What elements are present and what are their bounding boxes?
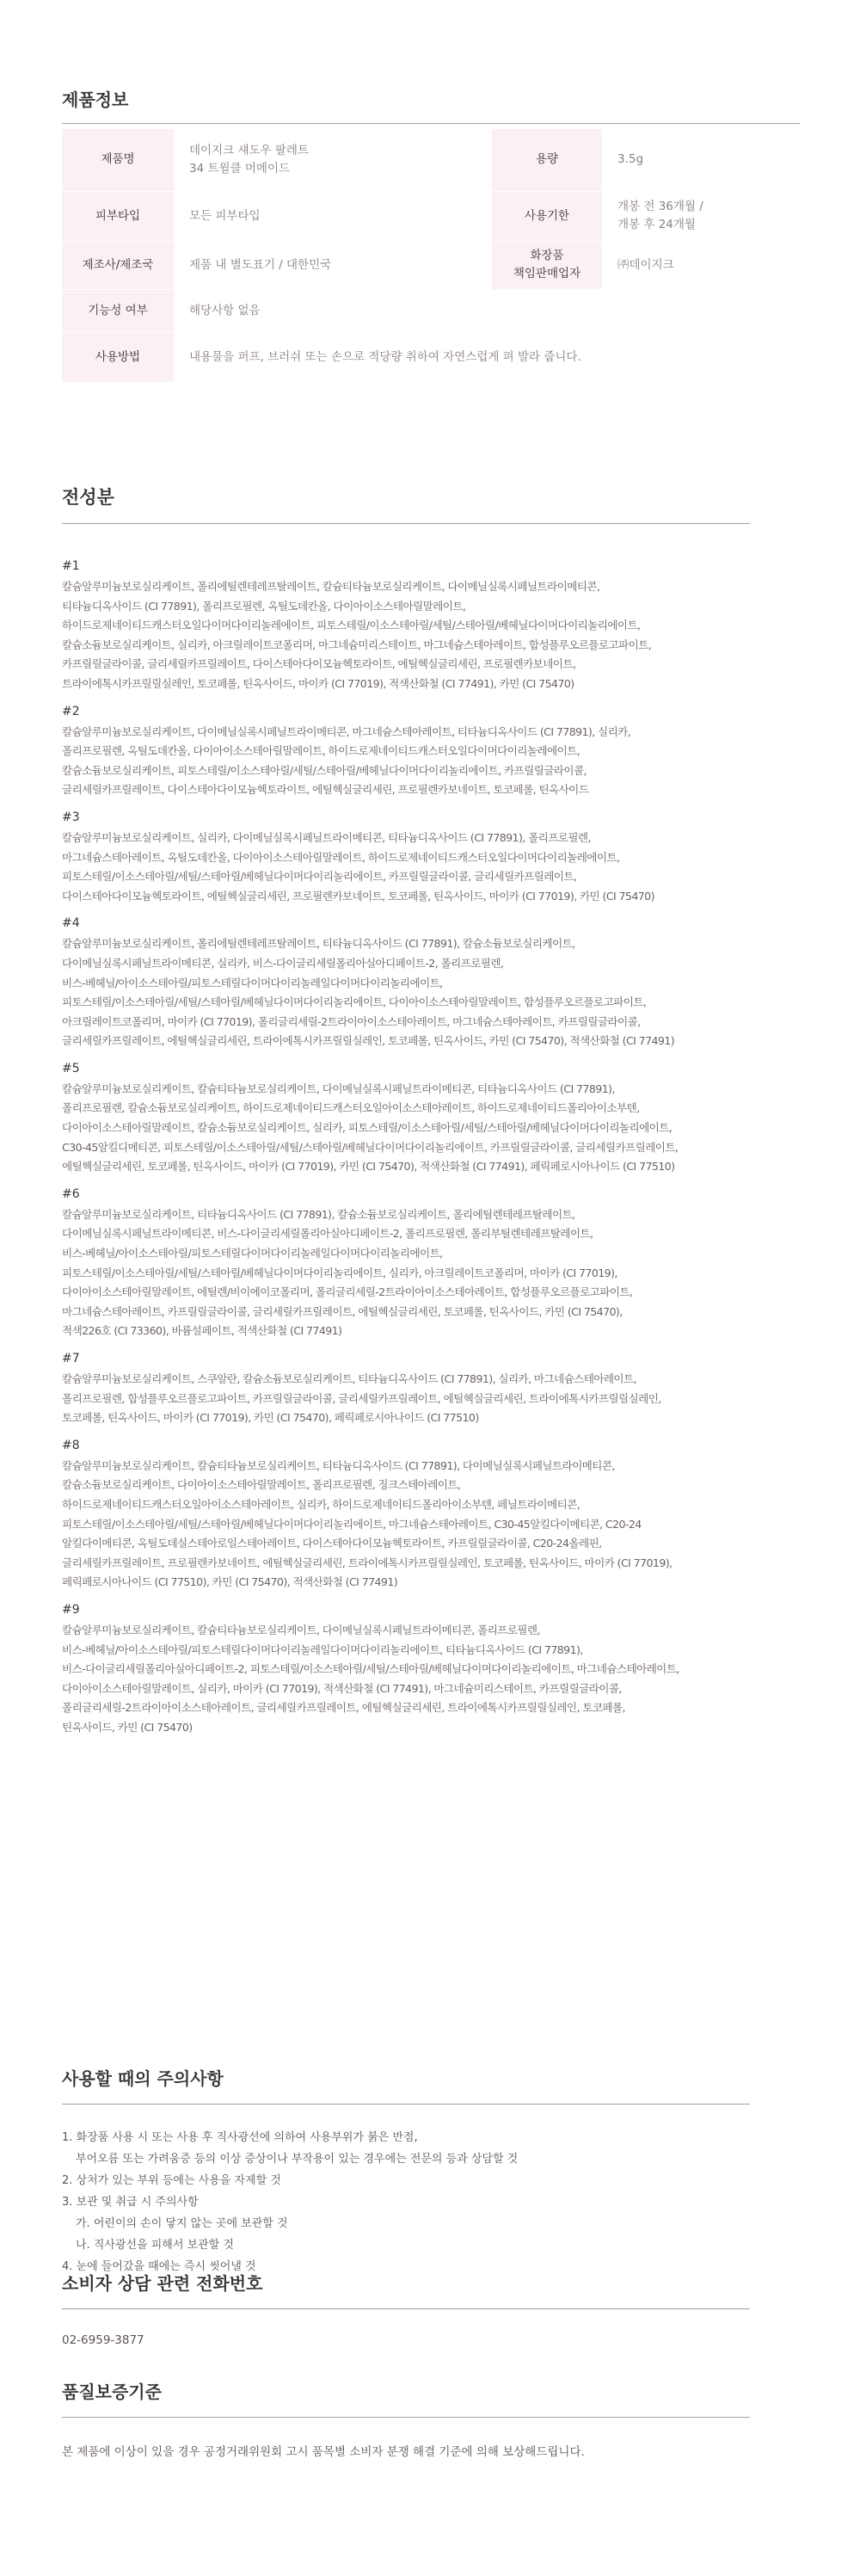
ingredient-block [62, 806, 750, 906]
caution-item: 가. 어린이의 손이 닿지 않는 곳에 보관할 것 [76, 2217, 288, 2230]
info-row [62, 241, 800, 289]
functional-label: 기능성 여부 [62, 289, 174, 332]
ingredient-text: 칼슘알루미늄보로실리케이트, 다이메닐실록시페닐트라이메티콘, 마그네슘스테아레이트, 티타늄디옥사이드 (CI 77891), 실리카, 폴리프로필렌, 옥틸도데칸올, 다이아이소스테아릴말레이트, 하이드로제네이티드캐스터오일다이머다이리놀레에이트, 칼슘소듐보로실리케이트, 피토스테릴/이소스테아릴/세틸/스테아릴/베헤닐다이머다이리놀리에이트, 카프릴릴글라이콜, 글리세릴카프릴레이트, 다이스테아다이모늄헥토라이트, 에틸헥실글리세린, 프로필렌카보네이트, 토코페롤, 틴옥사이드 [62, 724, 631, 797]
info-row [62, 191, 800, 241]
ingredient-number: #1 [62, 559, 80, 573]
caution-item: 1. 화장품 사용 시 또는 사용 후 직사광선에 의하여 사용부위가 붉은 반점, [62, 2131, 418, 2144]
consumer-service-title: 소비자 상담 관련 전화번호 [62, 2270, 750, 2309]
ingredient-text: 칼슘알루미늄보로실리케이트, 칼슘티타늄보로실리케이트, 티타늄디옥사이드 (CI 77891), 다이메닐실록시페닐트라이메티콘, 칼슘소듐보로실리케이트, 다이아이소스테아릴말레이트, 폴리프로필렌, 징크스테아레이트, 하이드로제네이티드캐스터오일아이소스테아레이트, 실리카, 하이드로제네이티드폴리아이소부텐, 페닐트라이메티콘, 피토스테릴/이소스테아릴/세틸/스테아릴/베헤닐다이머다이리놀리에이트, 마그네슘스테아레이트, C30-45알킬다이메티콘, C20-24 알킬다이메티콘, 옥틸도데실스테아로일스테아레이트, 다이스테아다이모늄헥토라이트, 카프릴릴글라이콜, C20-24올레핀, 글리세릴카프릴레이트, 프로필렌카보네이트, 에틸헥실글리세린, 트라이에톡시카프릴릴실레인, 토코페롤, 틴옥사이드, 마이카 (CI 77019), 페릭페로시아나이드 (CI 77510), 카민 (CI 75470), 적색산화철 (CI 77491) [62, 1458, 673, 1589]
ingredient-text: 칼슘알루미늄보로실리케이트, 폴리에틸렌테레프탈레이트, 티타늄디옥사이드 (CI 77891), 칼슘소듐보로실리케이트, 다이메닐실록시페닐트라이메티콘, 실리카, 비스-다이글리세릴폴리아실아디페이트-2, 폴리프로필렌, 비스-베헤닐/아이소스테아릴/피토스테릴다이머다이리놀레일다이머다이리놀리에이트, 피토스테릴/이소스테아릴/세틸/스테아릴/베헤닐다이머다이리놀리에이트, 다이아이소스테아릴말레이트, 합성플루오르플로고파이트, 아크릴레이트코폴리머, 마이카 (CI 77019), 폴리글리세릴-2트라이아이소스테아레이트, 마그네슘스테아레이트, 카프릴릴글라이콜, 글리세릴카프릴레이트, 에틸헥실글리세린, 트라이에톡시카프릴릴실레인, 토코페롤, 틴옥사이드, 카민 (CI 75470), 적색산화철 (CI 77491) [62, 937, 675, 1048]
ingredient-block [62, 912, 750, 1051]
seller-label: 화장품 책임판매업자 [492, 241, 602, 289]
caution-item: 나. 직사광선을 피해서 보관할 것 [76, 2239, 234, 2252]
caution-item: 부어오름 또는 가려움증 등의 이상 증상이나 부작용이 있는 경우에는 전문의 등과 상담할 것 [76, 2153, 519, 2166]
expiry-label: 사용기한 [492, 191, 602, 241]
ingredient-text: 칼슘알루미늄보로실리케이트, 폴리에틸렌테레프탈레이트, 칼슘티타늄보로실리케이트, 다이메닐실록시페닐트라이메티콘, 티타늄디옥사이드 (CI 77891), 폴리프로필렌, 옥틸도데칸올, 다이아이소스테아릴말레이트, 하이드로제네이티드캐스터오일다이머다이리놀레에이트, 피토스테릴/이소스테아릴/세틸/스테아릴/베헤닐다이머다이리놀리에이트, 칼슘소듐보로실리케이트, 실리카, 아크릴레이트코폴리머, 마그네슘미리스테이트, 마그네슘스테아레이트, 합성플루오르플로고파이트, 카프릴릴글라이콜, 글리세릴카프릴레이트, 다이스테아다이모늄헥토라이트, 에틸헥실글리세린, 프로필렌카보네이트, 트라이에톡시카프릴릴실레인, 토코페롤, 틴옥사이드, 마이카 (CI 77019), 적색산화철 (CI 77491), 카민 (CI 75470) [62, 580, 652, 690]
volume-value: 3.5g [602, 129, 800, 191]
caution-item: 3. 보관 및 취급 시 주의사항 [62, 2196, 199, 2209]
ingredient-number: #4 [62, 916, 80, 931]
info-row [62, 129, 800, 191]
caution-item: 4. 눈에 들어갔을 때에는 즉시 씻어낼 것 [62, 2260, 256, 2273]
usage-value: 내용물을 퍼프, 브러쉬 또는 손으로 적당량 취하여 자연스럽게 펴 발라 줍니다. [174, 332, 800, 382]
seller-value: ㈜데이지크 [602, 241, 800, 289]
ingredient-text: 칼슘알루미늄보로실리케이트, 칼슘티타늄보로실리케이트, 다이메닐실록시페닐트라이메티콘, 폴리프로필렌, 비스-베헤닐/아이소스테아릴/피토스테릴다이머다이리놀레일다이머다이리놀리에이트, 티타늄디옥사이드 (CI 77891), 비스-다이글리세릴폴리아실아디페이트-2, 피토스테릴/이소스테아릴/세틸/스테아릴/베헤닐다이머다이리놀리에이트, 마그네슘스테아레이트, 다이아이소스테아릴말레이트, 실리카, 마이카 (CI 77019), 적색산화철 (CI 77491), 마그네슘미리스테이트, 카프릴릴글라이콜, 폴리글리세릴-2트라이아이소스테아레이트, 글리세릴카프릴레이트, 에틸헥실글리세린, 트라이에톡시카프릴릴실레인, 토코페롤, 틴옥사이드, 카민 (CI 75470) [62, 1623, 679, 1734]
ingredient-block [62, 1057, 750, 1177]
cautions-title: 사용할 때의 주의사항 [62, 2065, 750, 2105]
ingredient-block [62, 1434, 750, 1593]
manufacturer-label: 제조사/제조국 [62, 241, 174, 289]
ingredients-list [62, 555, 750, 1738]
quality-title: 품질보증기준 [62, 2378, 750, 2418]
consumer-service-section [62, 2270, 750, 2347]
volume-label: 용량 [492, 129, 602, 191]
usage-label: 사용방법 [62, 332, 174, 382]
cautions-list [62, 2127, 750, 2277]
expiry-value: 개봉 전 36개월 / 개봉 후 24개월 [602, 191, 800, 241]
skin-type-value: 모든 피부타입 [174, 191, 492, 241]
ingredient-block [62, 1347, 750, 1428]
skin-type-label: 피부타입 [62, 191, 174, 241]
ingredient-number: #2 [62, 704, 80, 718]
product-info-title: 제품정보 [62, 86, 800, 124]
ingredient-text: 칼슘알루미늄보로실리케이트, 칼슘티타늄보로실리케이트, 다이메닐실록시페닐트라이메티콘, 티타늄디옥사이드 (CI 77891), 폴리프로필렌, 칼슘소듐보로실리케이트, 하이드로제네이티드캐스터오일아이소스테아레이트, 하이드로제네이티드폴리아이소부텐, 다이아이소스테아릴말레이트, 칼슘소듐보로실리케이트, 실리카, 피토스테릴/이소스테아릴/세틸/스테아릴/베헤닐다이머다이리놀리에이트, C30-45알킬디메티콘, 피토스테릴/이소스테아릴/세틸/스테아릴/베헤닐다이머다이리놀리에이트, 카프릴릴글라이콜, 글리세릴카프릴레이트, 에틸헥실글리세린, 토코페롤, 틴옥사이드, 마이카 (CI 77019), 카민 (CI 75470), 적색산화철 (CI 77491), 페릭페로시아나이드 (CI 77510) [62, 1082, 679, 1174]
product-info-section [62, 86, 800, 383]
ingredient-text: 칼슘알루미늄보로실리케이트, 티타늄디옥사이드 (CI 77891), 칼슘소듐보로실리케이트, 폴리에틸렌테레프탈레이트, 다이메닐실록시페닐트라이메티콘, 비스-다이글리세릴폴리아실아디페이트-2, 폴리프로필렌, 폴리부틸렌테레프탈레이트, 비스-베헤닐/아이소스테아릴/피토스테릴다이머다이리놀레일다이머다이리놀리에이트, 피토스테릴/이소스테아릴/세틸/스테아릴/베헤닐다이머다이리놀리에이트, 실리카, 아크릴레이트코폴리머, 마이카 (CI 77019), 다이아이소스테아릴말레이트, 에틸렌/비이에이코폴리머, 폴리글리세릴-2트라이아이소스테아레이트, 합성플루오르플로고파이트, 마그네슘스테아레이트, 카프릴릴글라이콜, 글리세릴카프릴레이트, 에틸헥실글리세린, 토코페롤, 틴옥사이드, 카민 (CI 75470), 적색226호 (CI 73360), 바륨설페이트, 적색산화철 (CI 77491) [62, 1207, 633, 1338]
functional-value: 해당사항 없음 [174, 289, 800, 332]
ingredient-number: #3 [62, 810, 80, 824]
ingredient-number: #9 [62, 1602, 80, 1617]
ingredient-number: #6 [62, 1186, 80, 1201]
ingredient-number: #7 [62, 1352, 80, 1365]
product-name-value: 데이지크 섀도우 팔레트 34 트윌클 머메이드 [174, 129, 492, 191]
quality-section [62, 2378, 750, 2459]
product-info-table [62, 129, 800, 383]
ingredient-block [62, 1183, 750, 1341]
ingredients-title: 전성분 [62, 484, 750, 524]
info-row [62, 289, 800, 332]
ingredient-text: 칼슘알루미늄보로실리케이트, 스쿠알란, 칼슘소듐보로실리케이트, 티타늄디옥사이드 (CI 77891), 실리카, 마그네슘스테아레이트, 폴리프로필렌, 합성플루오르플로고파이트, 카프릴릴글라이콜, 글리세릴카프릴레이트, 에틸헥실글리세린, 트라이에톡시카프릴릴실레인, 토코페롤, 틴옥사이드, 마이카 (CI 77019), 카민 (CI 75470), 페릭페로시아나이드 (CI 77510) [62, 1372, 661, 1425]
ingredient-text: 칼슘알루미늄보로실리케이트, 실리카, 다이메닐실록시페닐트라이메티콘, 티타늄디옥사이드 (CI 77891), 폴리프로필렌, 마그네슘스테아레이트, 옥틸도데칸올, 다이아이소스테아릴말레이트, 하이드로제네이티드캐스터오일다이머다이리놀레에이트, 피토스테릴/이소스테아릴/세틸/스테아릴/베헤닐다이머다이리놀리에이트, 카프릴릴글라이콜, 글리세릴카프릴레이트, 다이스테아다이모늄헥토라이트, 에틸헥실글리세린, 프로필렌카보네이트, 토코페롤, 틴옥사이드, 마이카 (CI 77019), 카민 (CI 75470) [62, 830, 654, 903]
ingredient-number: #8 [62, 1438, 80, 1452]
cautions-section [62, 2065, 750, 2277]
ingredient-block [62, 700, 750, 800]
info-row [62, 332, 800, 382]
ingredients-section [62, 484, 750, 1744]
ingredient-number: #5 [62, 1061, 80, 1075]
ingredient-block [62, 555, 750, 694]
consumer-service-phone: 02-6959-3877 [62, 2333, 144, 2347]
ingredient-block [62, 1599, 750, 1738]
product-name-label: 제품명 [62, 129, 174, 191]
quality-text: 본 제품에 이상이 있을 경우 공정거래위원회 고시 품목별 소비자 분쟁 해결 기준에 의해 보상해드립니다. [62, 2445, 585, 2459]
manufacturer-value: 제품 내 별도표기 / 대한민국 [174, 241, 492, 289]
caution-item: 2. 상처가 있는 부위 등에는 사용을 자제할 것 [62, 2174, 281, 2187]
